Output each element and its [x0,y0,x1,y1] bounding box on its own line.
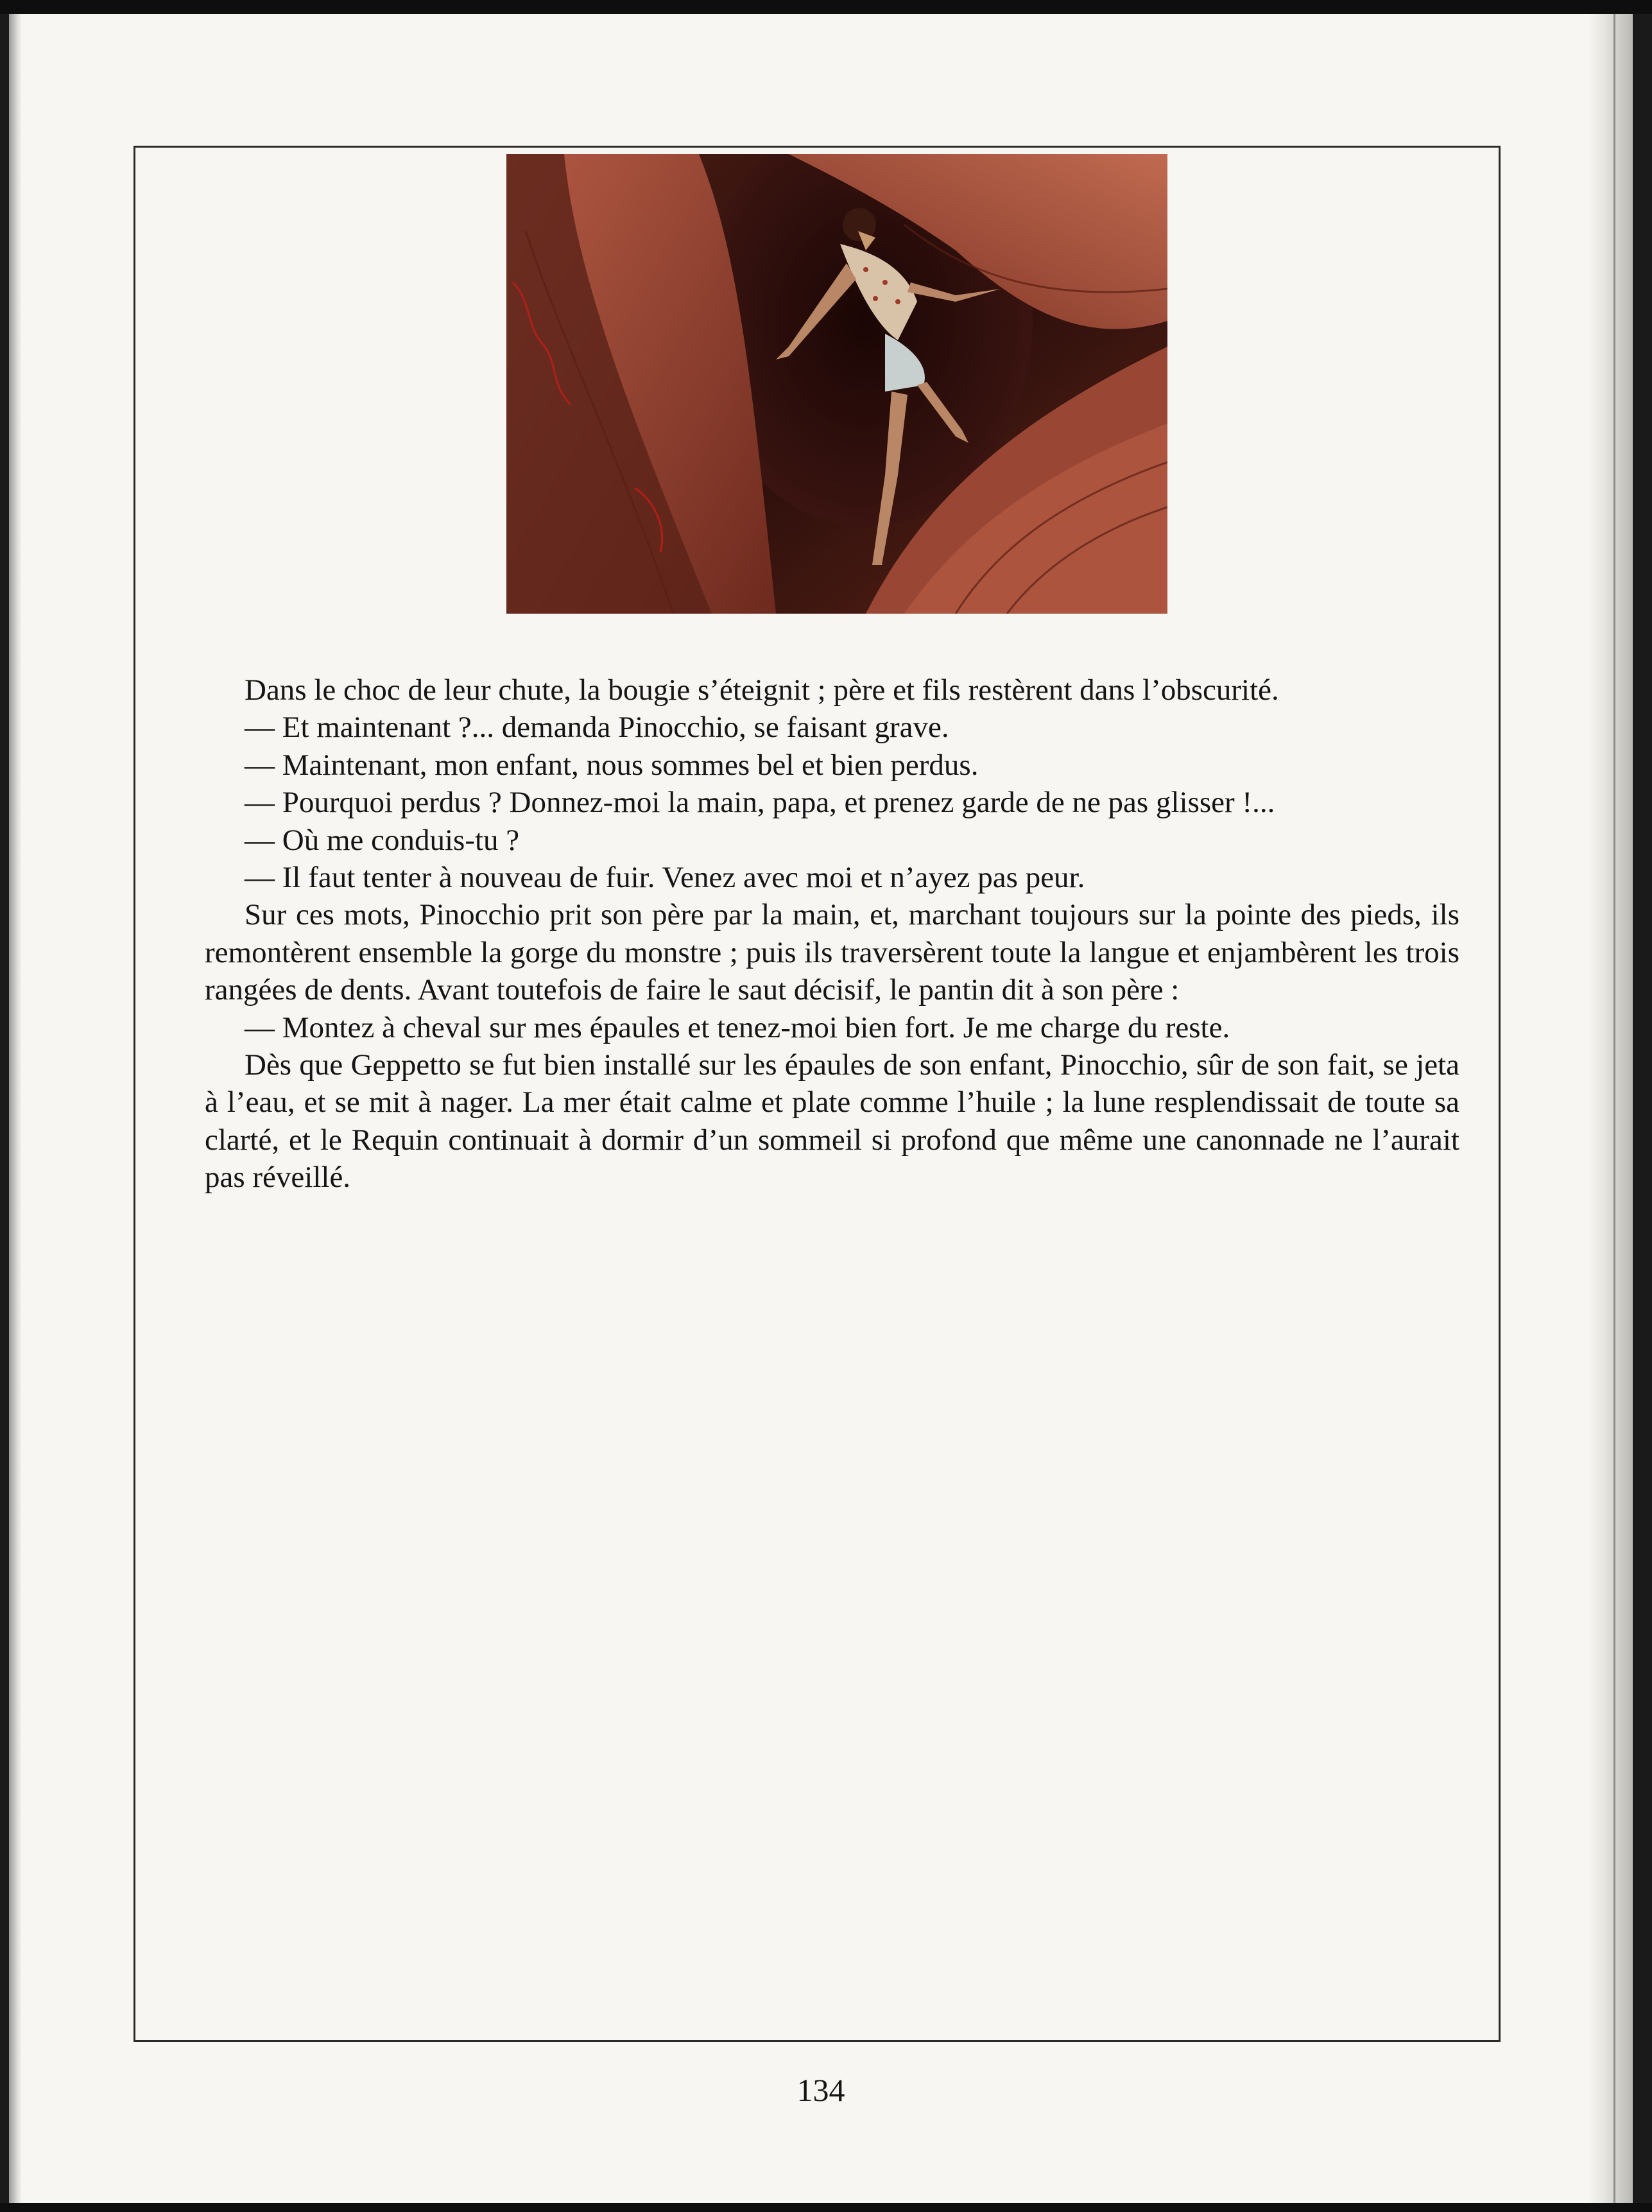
illustration-pinocchio-in-shark-throat [506,154,1167,614]
paragraph: — Maintenant, mon enfant, nous sommes bel et bien perdus. [245,748,979,782]
book-page [9,14,1633,2203]
paragraph: Dans le choc de leur chute, la bougie s’éteignit ; père et fils restèrent dans l’obscurité. [245,673,1279,707]
scan-border-top [0,0,1652,14]
paragraph: — Il faut tenter à nouveau de fuir. Venez avec moi et n’ayez pas peur. [245,861,1085,895]
page-number: 134 [796,2072,845,2108]
paragraph: — Montez à cheval sur mes épaules et tenez-moi bien fort. Je me charge du reste. [245,1010,1230,1044]
illustration-drawing [506,154,1167,614]
paragraph: — Pourquoi perdus ? Donnez-moi la main, papa, et prenez garde de ne pas glisser !... [245,786,1275,820]
paragraph: Dès que Geppetto se fut bien installé sur les épaules de son enfant, Pinocchio, sûr de son fait, se jeta à l’eau, et se mit à nager. La mer était calme et plate comme l’huile ; la lune resplendissait de toute sa clarté, et le Requin continuait à dormir d’un sommeil si profond que même une canonnade ne l’aurait pas réveillé. [205,1048,1459,1195]
paragraph: — Et maintenant ?... demanda Pinocchio, se faisant grave. [245,711,949,745]
page-left-edge [9,14,22,2203]
page-gutter [1588,14,1633,2203]
paragraph: — Où me conduis-tu ? [245,823,520,857]
story-text [205,671,1459,1197]
paragraph: Sur ces mots, Pinocchio prit son père par la main, et, marchant toujours sur la pointe des pieds, ils remontèrent ensemble la gorge du monstre ; puis ils traversèrent toute la langue et enjambèrent les trois rangées de dents. Avant toutefois de faire le saut décisif, le pantin dit à son père : [205,898,1459,1007]
scan-border-bottom [0,2203,1652,2212]
